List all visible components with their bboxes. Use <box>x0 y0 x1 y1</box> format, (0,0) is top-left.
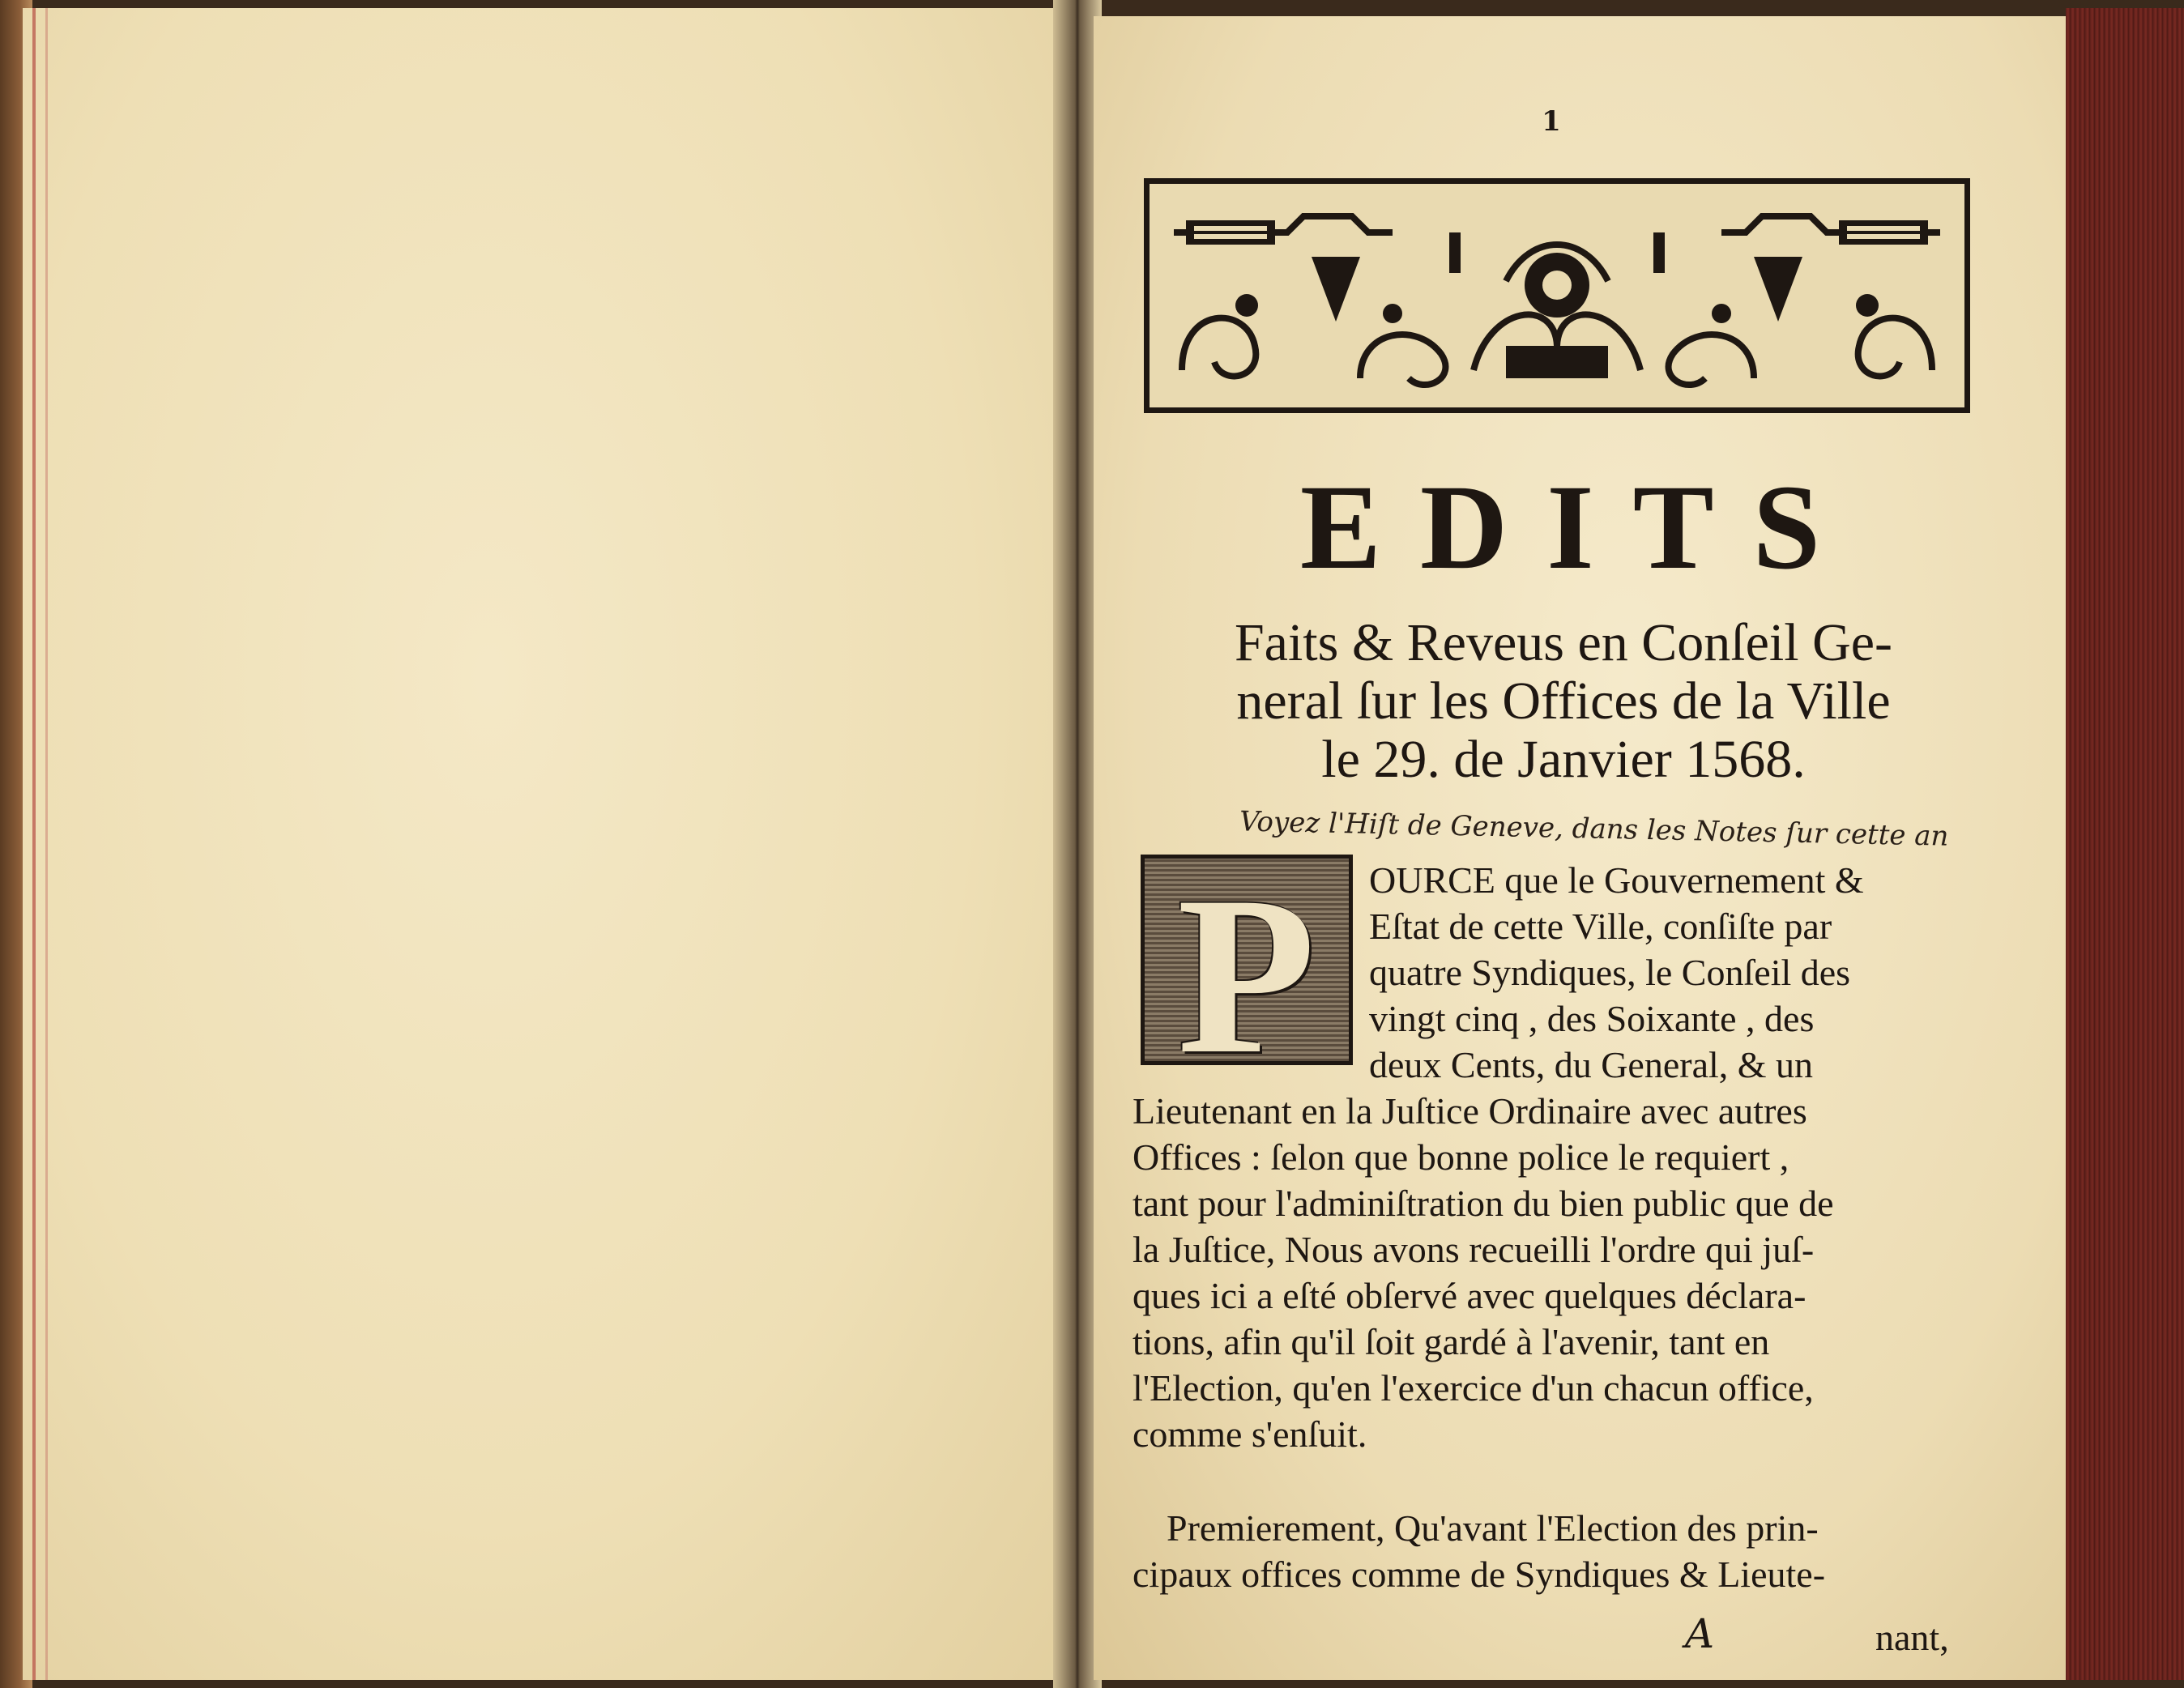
text-line: cipaux offices comme de Syndiques & Lieute- <box>1133 1554 1826 1595</box>
initial-letter: P <box>1177 855 1316 1065</box>
left-page-edge-line <box>32 8 36 1680</box>
text-line: l'Election, qu'en l'exercice d'un chacun office, <box>1133 1367 1814 1409</box>
text-line: Lieutenant en la Juſtice Ordinaire avec autres <box>1133 1090 1807 1132</box>
text-line: deux Cents, du General, & un <box>1369 1044 1814 1085</box>
left-page-edge-line <box>45 8 48 1680</box>
text-line: tant pour l'adminiſtration du bien public que de <box>1133 1183 1834 1224</box>
decorated-initial <box>1141 855 1353 1065</box>
document-title: EDITS <box>1299 460 1860 595</box>
text-line: Premierement, Qu'avant l'Election des prin- <box>1167 1507 1819 1549</box>
text-line: Offices : ſelon que bonne police le requiert , <box>1133 1136 1789 1178</box>
text-line: vingt cinq , des Soixante , des <box>1369 998 1815 1039</box>
text-line: Eſtat de cette Ville, conſiſte par <box>1369 906 1832 947</box>
signature-mark: A <box>1685 1610 1715 1657</box>
catchword: nant, <box>1875 1617 1949 1658</box>
ornamental-headpiece <box>1144 178 1970 413</box>
document-subtitle <box>1126 614 2001 789</box>
red-fore-edge <box>2066 8 2184 1680</box>
text-line: tions, afin qu'il ſoit gardé à l'avenir, tant en <box>1133 1321 1770 1362</box>
right-page-content <box>1094 16 2066 1680</box>
left-page-blank <box>23 8 1061 1680</box>
text-line: quatre Syndiques, le Conſeil des <box>1369 952 1851 993</box>
subtitle-line: Faits & Reveus en Conſeil Ge- <box>1234 613 1893 672</box>
subtitle-line: le 29. de Janvier 1568. <box>1321 730 1806 789</box>
subtitle-line: neral ſur les Offices de la Ville <box>1236 671 1891 731</box>
handwritten-annotation: Voyez l'Hiſt de Geneve, dans les Notes ſur cette an <box>1239 805 1949 853</box>
ornament-graphic <box>1150 184 1964 407</box>
page-number: 1 <box>1542 105 1561 138</box>
text-line: OURCE que le Gouvernement & <box>1369 859 1864 901</box>
text-line: ques ici a eſté obſervé avec quelques déclara- <box>1133 1275 1806 1316</box>
text-line: la Juſtice, Nous avons recueilli l'ordre qui juſ- <box>1133 1229 1815 1270</box>
text-line: comme s'enſuit. <box>1133 1413 1367 1455</box>
